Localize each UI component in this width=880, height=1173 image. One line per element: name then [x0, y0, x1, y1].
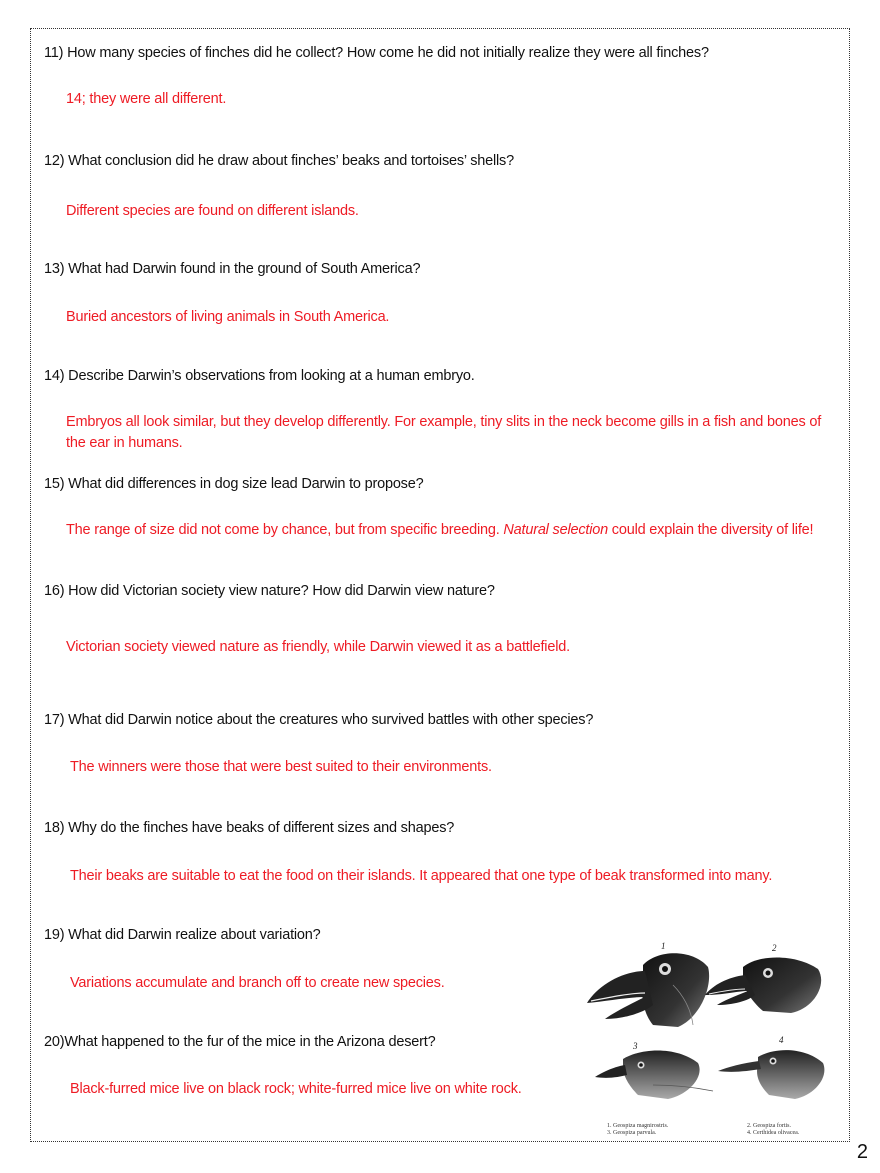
question-18: 18) Why do the finches have beaks of different sizes and shapes? — [44, 820, 455, 836]
answer-15-text-1: The range of size did not come by chance, but from specific breeding. — [66, 522, 504, 538]
page-number: 2 — [856, 1141, 868, 1163]
finch-number-1: 1 — [661, 941, 666, 951]
caption-right-1: 2. Geospiza fortis. — [747, 1123, 791, 1129]
finch-number-4: 4 — [779, 1035, 784, 1045]
finch-number-2: 2 — [772, 943, 777, 953]
answer-17: The winners were those that were best suited to their environments. — [70, 759, 492, 775]
answer-18: Their beaks are suitable to eat the food on their islands. It appeared that one type of beak transformed into many. — [70, 868, 773, 884]
answer-16: Victorian society viewed nature as friendly, while Darwin viewed it as a battlefield. — [66, 639, 570, 655]
question-14: 14) Describe Darwin’s observations from looking at a human embryo. — [44, 368, 475, 384]
answer-19: Variations accumulate and branch off to create new species. — [70, 975, 445, 991]
finch-1 — [587, 953, 709, 1027]
question-17: 17) What did Darwin notice about the creatures who survived battles with other species? — [44, 712, 594, 728]
caption-left-2: 3. Geospiza parvula. — [607, 1130, 657, 1136]
question-11: 11) How many species of finches did he collect? How come he did not initially realize they were all finches? — [44, 45, 709, 61]
caption-right-2: 4. Certhidea olivacea. — [747, 1130, 800, 1136]
answer-14: Embryos all look similar, but they develop differently. For example, tiny slits in the neck become gills in a fish and bones of the ear in humans. — [66, 414, 822, 451]
finch-3 — [595, 1050, 713, 1099]
finch-number-3: 3 — [633, 1041, 638, 1051]
answer-13: Buried ancestors of living animals in South America. — [66, 309, 390, 325]
answer-11: 14; they were all different. — [66, 91, 227, 107]
question-15: 15) What did differences in dog size lead Darwin to propose? — [44, 476, 424, 492]
finch-2 — [705, 957, 821, 1013]
question-16: 16) How did Victorian society view nature? How did Darwin view nature? — [44, 583, 495, 599]
darwin-finches-illustration — [583, 935, 838, 1140]
question-19: 19) What did Darwin realize about variation? — [44, 927, 321, 943]
answer-12: Different species are found on different islands. — [66, 203, 359, 219]
answer-15-emphasis: Natural selection — [503, 522, 608, 538]
finch-4 — [718, 1050, 824, 1099]
question-12: 12) What conclusion did he draw about finches’ beaks and tortoises’ shells? — [44, 153, 514, 169]
question-13: 13) What had Darwin found in the ground of South America? — [44, 261, 421, 277]
answer-15-text-2: could explain the diversity of life! — [607, 522, 814, 538]
question-20: 20)What happened to the fur of the mice in the Arizona desert? — [44, 1034, 436, 1050]
answer-20: Black-furred mice live on black rock; white-furred mice live on white rock. — [70, 1081, 522, 1097]
answer-15 — [66, 520, 813, 541]
caption-left-1: 1. Geospiza magnirostris. — [607, 1123, 669, 1129]
